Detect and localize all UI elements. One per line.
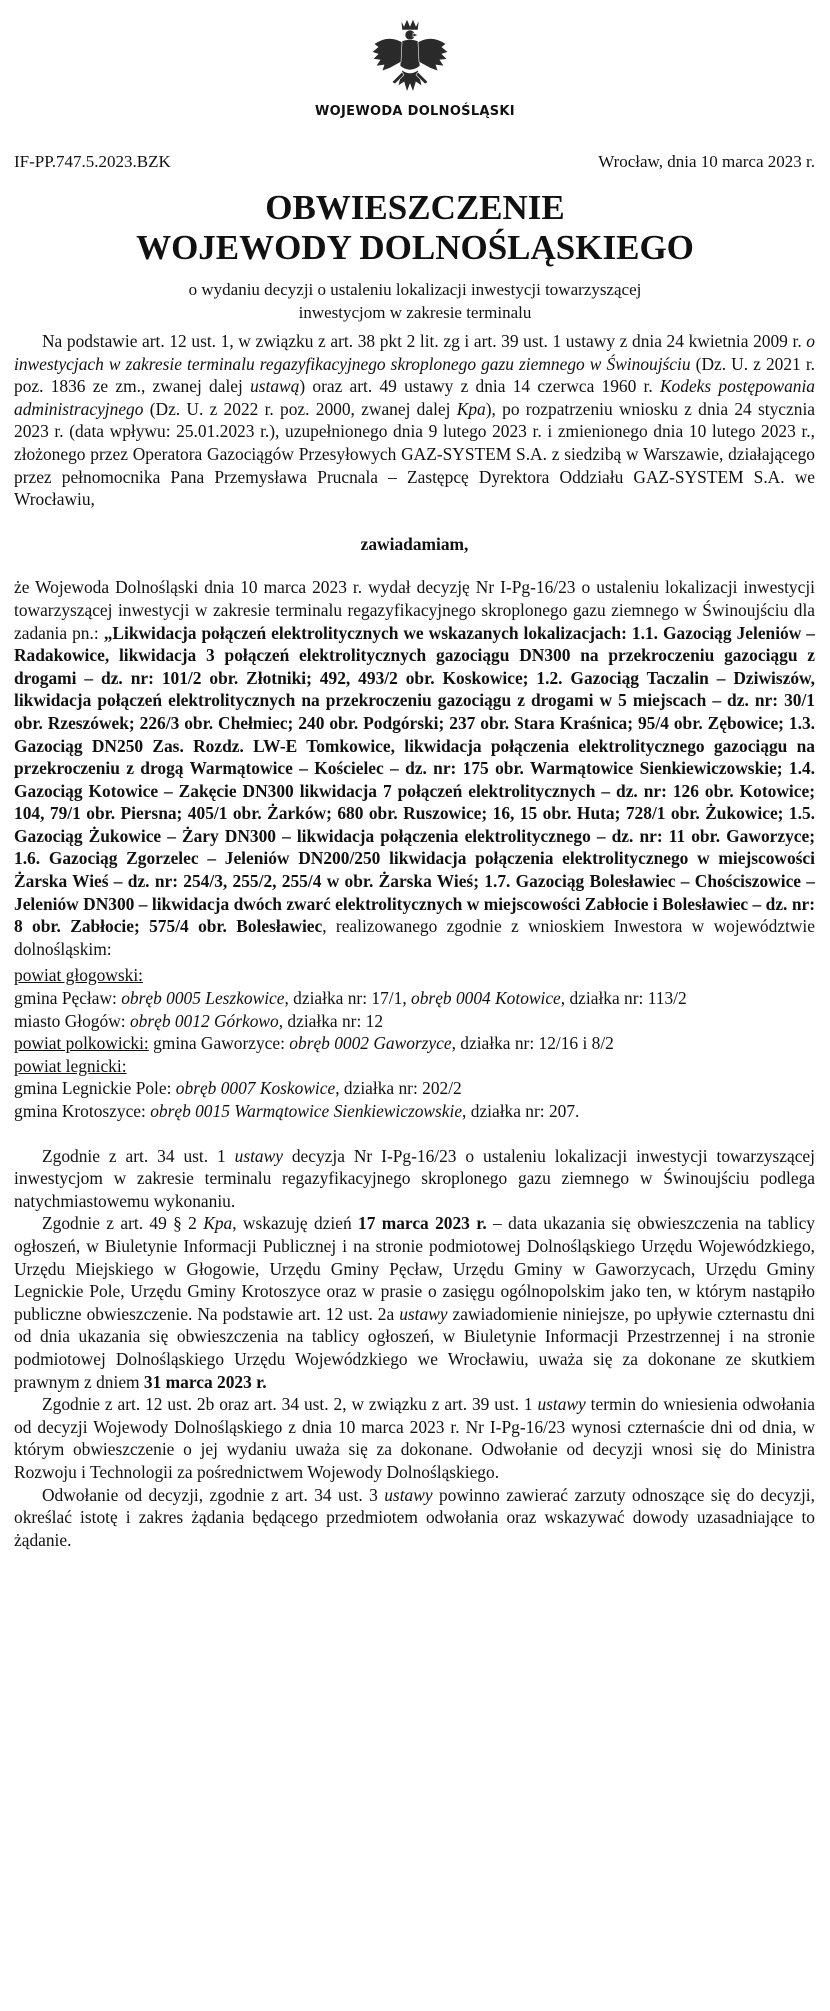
intro-text: (Dz. U. z 2021 r. poz. 1836 ze zm., zwanej dalej [14,353,815,397]
location-list [14,964,815,1122]
location-text: , działka nr: 202/2 [335,1078,462,1099]
document-title-authority: WOJEWODY DOLNOŚLĄSKIEGO [136,228,694,267]
paragraph-text: zawiadomienie niniejsze, po upływie czternastu dni od dnia ukazania się obwieszczenia na tablicy ogłoszeń, w Biuletynie Informacji Przestrzennej i na stronie podmiotowej Dolnośląskiego Urzędu Wojewódzkiego we Wrocławiu, uważa się za dokonane ze skutkiem prawnym z dniem [14,1303,816,1392]
appeal-paragraph [14,1393,815,1483]
execution-paragraph [14,1145,815,1213]
reference-number: IF-PP.747.5.2023.BZK [14,152,171,171]
county-label: powiat głogowski: [14,965,143,986]
location-county [14,1055,815,1078]
location-text: miasto Głogów: [14,1010,130,1031]
location-text: gmina Gaworzyce: [148,1033,290,1054]
location-county [14,964,815,987]
intro-text: Na podstawie art. 12 ust. 1, w związku z art. 38 pkt 2 lit. zg i art. 39 ust. 1 ustawy z dnia 24 kwietnia 2009 r. [42,331,807,351]
location-text: , działka nr: 12/16 i 8/2 [451,1033,614,1054]
location-item [14,1032,815,1055]
location-precinct: obręb 0005 Leszkowice [121,988,285,1009]
defined-term: ustawy [399,1303,448,1324]
intro-text: ), po rozpatrzeniu wniosku z dnia 24 stycznia 2023 r. (data wpływu: 25.01.2023 r.), uzupełnionego dnia 9 lutego 2023 r. i zmienionego dnia 10 lutego 2023 r., złożonego przez Operatora Gazociągów Przesyłowych GAZ-SYSTEM S.A. z siedzibą w Warszawie, działającego przez pełnomocnika Pana Przemysława Prucnala – Zastępcę Dyrektora Oddziału GAZ-SYSTEM S.A. we Wrocławiu, [14,398,815,510]
document-body [14,330,815,1551]
paragraph-text: powinno zawierać zarzuty odnoszące się do decyzji, określać istotę i zakres żądania będącego przedmiotem odwołania oraz wskazywać dowody uzasadniające to żądanie. [14,1484,815,1550]
defined-term: ustawy [537,1394,586,1415]
intro-paragraph [14,330,815,511]
defined-term: ustawy [234,1145,283,1166]
location-text: , działka nr: 113/2 [560,988,687,1009]
county-label: powiat polkowicki: [14,1033,149,1054]
effective-date: 31 marca 2023 r. [143,1371,267,1392]
appeal-content-paragraph [14,1484,815,1552]
paragraph-text: , wskazuję dzień [232,1213,358,1234]
defined-term: Kpa [456,398,486,419]
location-text: gmina Krotoszyce: [14,1101,151,1121]
place-and-date: Wrocław, dnia 10 marca 2023 r. [598,152,815,171]
paragraph-text: Zgodnie z art. 12 ust. 2b oraz art. 34 ust. 2, w związku z art. 39 ust. 1 [42,1394,538,1415]
location-item [14,1077,815,1100]
notice-paragraph [14,1212,815,1393]
defined-term: ustawy [384,1484,433,1505]
location-precinct: obręb 0004 Kotowice [411,988,561,1009]
paragraph-text: termin do wniesienia odwołania od decyzji Wojewody Dolnośląskiego z dnia 10 marca 2023 r. Nr I-Pg-16/23 wynosi czternaście dni od dnia, w którym obwieszczenie o jej wydaniu uważa się za dokonane. Odwołanie od decyzji wnosi się do Ministra Rozwoju i Technologii za pośrednictwem Wojewody Dolnośląskiego. [14,1394,815,1482]
location-text: gmina Legnickie Pole: [14,1078,176,1099]
location-item [14,1100,815,1123]
document-title: OBWIESZCZENIE [265,188,565,227]
location-precinct: obręb 0002 Gaworzyce [289,1033,452,1054]
location-text: gmina Pęcław: [14,988,122,1009]
location-item [14,987,815,1010]
paragraph-text: Zgodnie z art. 34 ust. 1 [42,1145,235,1166]
paragraph-text: – data ukazania się obwieszczenia na tablicy ogłoszeń, w Biuletynie Informacji Publicznej i na stronie podmiotowej Dolnośląskiego Urzędu Wojewódzkiego, Urzędu Miejskiego w Głogowie, Urzędu Gminy Pęcław, Urzędu Gminy w Gaworzycach, Urzędu Gminy Legnickie Pole, Urzędu Gminy Krotoszyce oraz w prasie o zasięgu ogólnopolskim jako ten, w którym nastąpiło publiczne obwieszczenie. Na podstawie art. 12 ust. 2a [14,1213,816,1324]
location-text: , działka nr: 12 [278,1010,384,1031]
location-text: , działka nr: 17/1, [284,988,412,1009]
intro-text: (Dz. U. z 2022 r. poz. 2000, zwanej dalej [143,398,457,419]
location-text: , działka nr: 207. [462,1101,580,1121]
location-precinct: obręb 0015 Warmątowice Sienkiewiczowskie [150,1101,463,1121]
intro-text: ) oraz art. 49 ustawy z dnia 14 czerwca 1960 r. [299,376,660,397]
county-label: powiat legnicki: [14,1055,127,1076]
task-description: „Likwidacja połączeń elektrolitycznych we wskazanych lokalizacjach: 1.1. Gazociąg Jeleniów – Radakowice, likwidacja 3 połączeń elektrolitycznych gazociągu DN300 na przekroczeniu gazociągu z drogami – dz. nr: 101/2 obr. Złotniki; 492, 493/2 obr. Koskowice; 1.2. Gazociąg Taczalin – Dziwiszów, likwidacja połączeń elektrolitycznych na przekroczeniu gazociągu z drogami w 5 miejscach – dz. nr: 30/1 obr. Rzeszówek; 226/3 obr. Chełmiec; 240 obr. Podgórski; 237 obr. Stara Kraśnica; 95/4 obr. Zębowice; 1.3. Gazociąg DN250 Zas. Rozdz. LW-E Tomkowice, likwidacja połączenia elektrolitycznego gazociągu na przekroczeniu z drogą Warmątowice – Kościelec – dz. nr: 175 obr. Warmątowice Sienkiewiczowskie; 1.4. Gazociąg Kotowice – Zakęcie DN300 likwidacja 7 połączeń elektrolitycznych – dz. nr: 126 obr. Kotowice; 104, 79/1 obr. Piersna; 405/1 obr. Żarków; 680 obr. Ruszowice; 16, 15 obr. Huta; 728/1 obr. Żukowice; 1.5. Gazociąg Żukowice – Żary DN300 – likwidacja połączenia elektrolitycznego – dz. nr: 11 obr. Gaworzyce; 1.6. Gazociąg Zgorzelec – Jeleniów DN200/250 likwidacja połączenia elektrolitycznego w miejscowości Żarska Wieś – dz. nr: 254/3, 255/2, 255/4 w obr. Żarska Wieś; 1.7. Gazociąg Bolesławiec – Chościszowice – Jeleniów DN300 – likwidacja dwóch zwarć elektrolitycznych w miejscowości Zabłocie i Bolesławiec – dz. nr: 8 obr. Zabłocie; 575/4 obr. Bolesławiec [14,622,815,937]
location-item [14,1010,815,1033]
location-precinct: obręb 0007 Koskowice [175,1078,336,1099]
paragraph-text: decyzja Nr I-Pg-16/23 o ustaleniu lokalizacji inwestycji towarzyszącej inwestycjom w zakresie terminalu regazyfikacyjnego skroplonego gazu ziemnego w Świnoujściu podlega natychmiastowemu wykonaniu. [14,1145,815,1211]
decision-text: że Wojewoda Dolnośląski dnia 10 marca 2023 r. wydał decyzję Nr I-Pg-16/23 o ustaleniu lokalizacji inwestycji towarzyszącej inwestycji w zakresie terminalu regazyfikacyjnego skroplonego gazu ziemnego w Świnoujściu dla zadania pn.: [14,577,815,643]
issuer-name: WOJEWODA DOLNOŚLĄSKI [315,104,515,119]
defined-term: Kpa [203,1213,233,1234]
paragraph-text: Zgodnie z art. 49 § 2 [42,1213,204,1234]
act-title: Kodeks postępowania administracyjnego [14,376,815,419]
defined-term: ustawą [250,376,300,397]
polish-eagle-emblem-icon [368,14,452,106]
act-title: o inwestycjach w zakresie terminalu regazyfikacyjnego skroplonego gazu ziemnego w Świnoujściu [14,331,815,374]
document-subtitle: o wydaniu decyzji o ustaleniu lokalizacji inwestycji towarzyszącej inwestycjom w zakresie terminalu [188,280,642,322]
location-precinct: obręb 0012 Górkowo [129,1010,279,1031]
notice-date: 17 marca 2023 r. [358,1213,487,1234]
decision-text: , realizowanego zgodnie z wnioskiem Inwestora w województwie dolnośląskim: [14,916,815,959]
announcement-word: zawiadamiam, [360,533,469,554]
paragraph-text: Odwołanie od decyzji, zgodnie z art. 34 ust. 3 [42,1484,385,1505]
spacer [14,1123,815,1145]
decision-paragraph [14,576,815,960]
